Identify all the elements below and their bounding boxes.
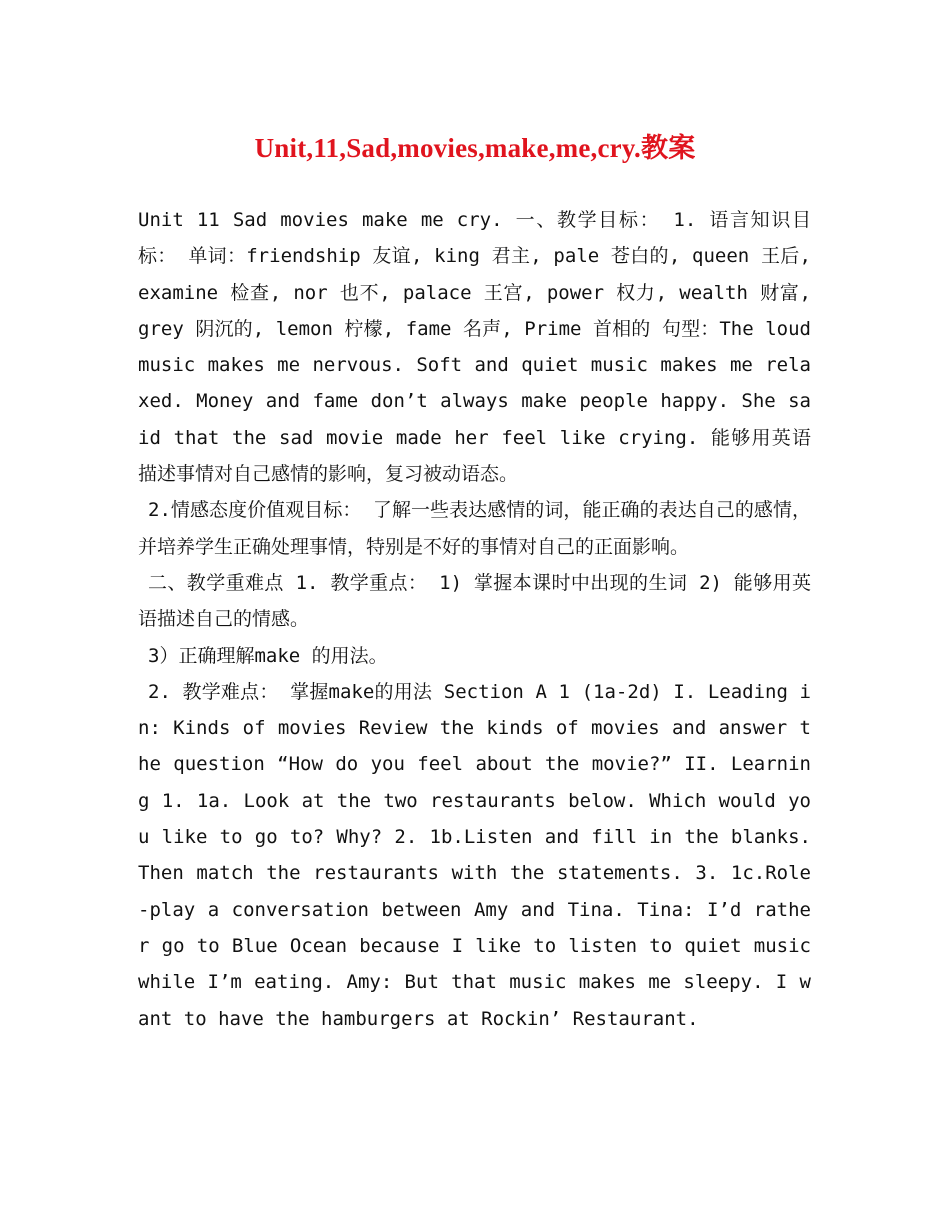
paragraph-difficulties-section-a: 2. 教学难点： 掌握make的用法 Section A 1 (1a-2d) I. Leading in: Kinds of movies Review the kinds of movies and answer the question “How do you feel about the movie?” II. Learning 1. 1a. Look at the two restaurants below. Which would you like to go to? Why? 2. 1b.Listen and fill in the blanks. Then match the restaurants with the statements. 3. 1c.Role-play a conversation between Amy and Tina. Tina: I’d rather go to Blue Ocean because I like to listen to quiet music while I’m eating. Amy: But that music makes me sleepy. I want to have the hamburgers at Rockin’ Restaurant. — [138, 680, 811, 1030]
paragraph-emotional-goals: 2.情感态度价值观目标： 了解一些表达感情的词，能正确的表达自己的感情，并培养学生正确处理事情，特别是不好的事情对自己的正面影响。 — [138, 499, 811, 558]
document-body — [138, 202, 811, 1037]
paragraph-objectives: Unit 11 Sad movies make me cry. 一、教学目标： 1. 语言知识目标： 单词：friendship 友谊, king 君主, pale 苍白的, queen 王后, examine 检查, nor 也不, palace 王宫, power 权力, wealth 财富, grey 阴沉的, lemon 柠檬, fame 名声, Prime 首相的 句型：The loud music makes me nervous. Soft and quiet music makes me relaxed. Money and fame don’t always make people happy. She said that the sad movie made her feel like crying. 能够用英语描述事情对自己感情的影响，复习被动语态。 — [138, 209, 811, 486]
paragraph-key-points: 二、教学重难点 1. 教学重点： 1) 掌握本课时中出现的生词 2) 能够用英语描述自己的情感。 — [138, 571, 811, 631]
document-title: Unit,11,Sad,movies,make,me,cry.教案 — [254, 133, 696, 163]
paragraph-make-usage: 3）正确理解make 的用法。 — [148, 644, 388, 667]
